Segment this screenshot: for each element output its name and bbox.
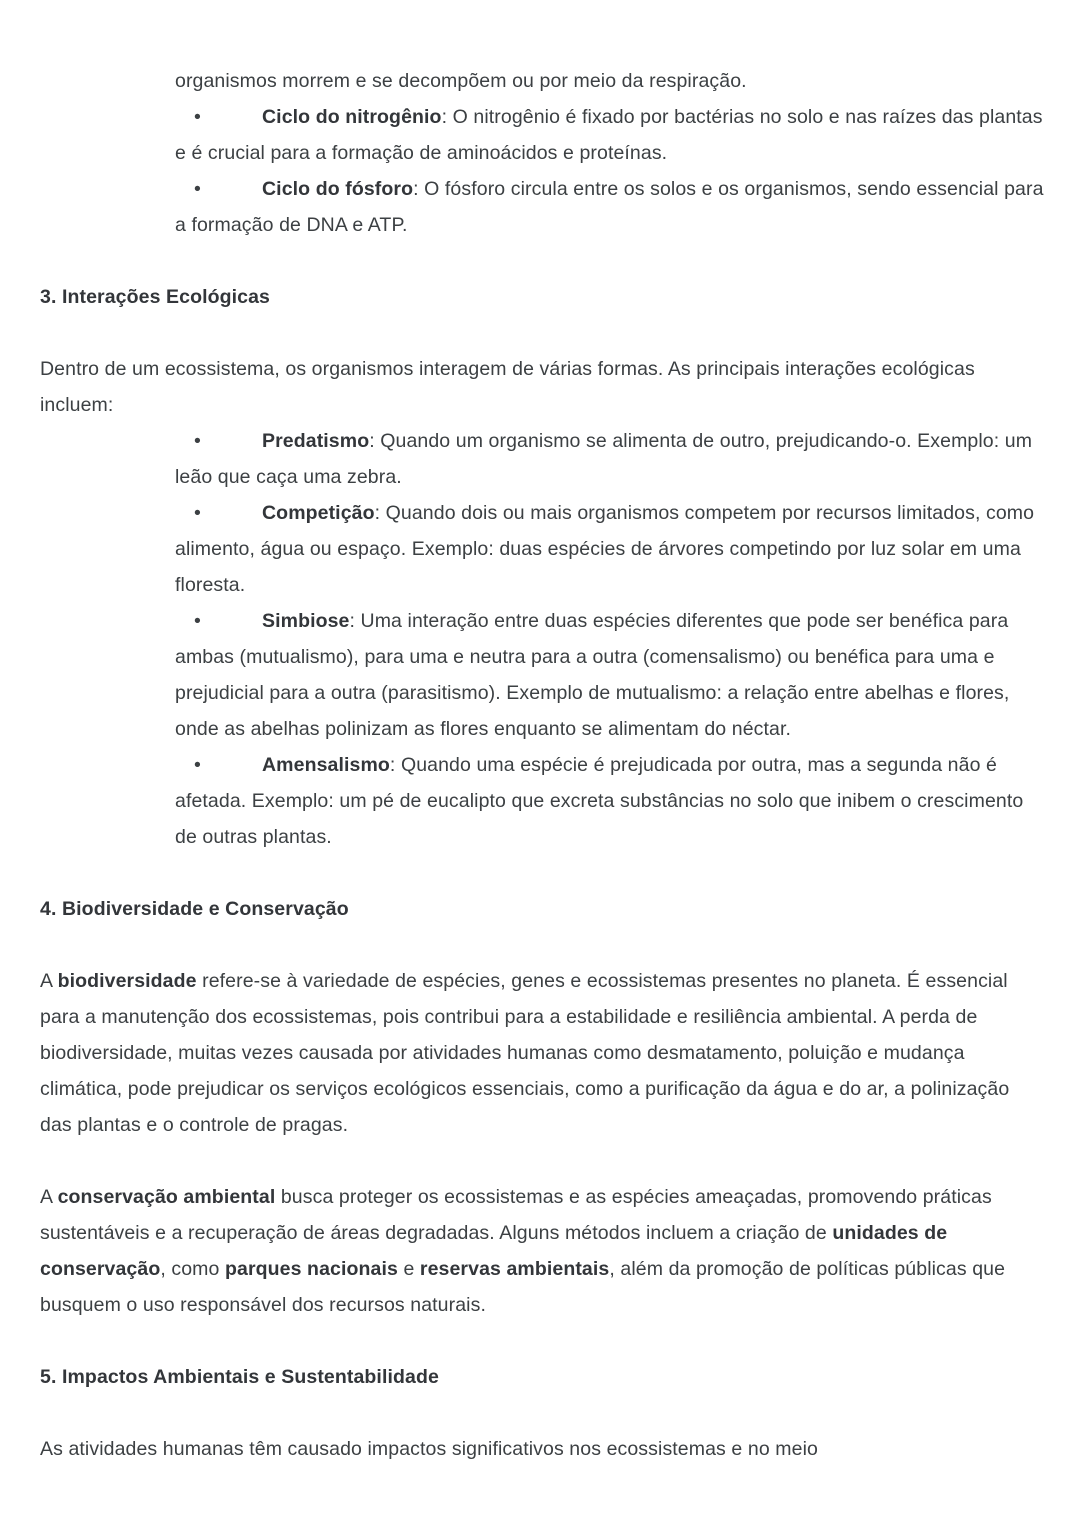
paragraph-bold-run-reservas-ambientais: reservas ambientais bbox=[419, 1258, 610, 1280]
section-3-intro-paragraph: Dentro de um ecossistema, os organismos interagem de várias formas. As principais interações ecológicas incluem: bbox=[40, 358, 975, 416]
bullet-marker-icon: • bbox=[194, 610, 201, 632]
spacer bbox=[40, 855, 1044, 891]
bullet-marker-icon: • bbox=[194, 430, 201, 452]
section-5-paragraph-1: As atividades humanas têm causado impactos significativos nos ecossistemas e no meio bbox=[40, 1438, 818, 1460]
paragraph-bold-run-unidades-de-conservacao: unidades de conservação bbox=[40, 1222, 948, 1280]
bullet-lead-label: Predatismo bbox=[262, 430, 370, 452]
paragraph-bold-run-biodiversidade: biodiversidade bbox=[57, 970, 197, 992]
spacer bbox=[40, 1323, 1044, 1359]
bullet-lead-label: Competição bbox=[262, 502, 375, 524]
paragraph-text-run: , além da promoção de políticas públicas que busquem o uso responsável dos recursos naturais. bbox=[40, 1258, 1006, 1316]
spacer bbox=[40, 1143, 1044, 1179]
paragraph-text-run: A bbox=[40, 970, 58, 992]
bullet-item-competicao bbox=[40, 495, 1044, 603]
paragraph-text-run: busca proteger os ecossistemas e as espécies ameaçadas, promovendo práticas sustentáveis e a recuperação de áreas degradadas. Alguns métodos incluem a criação de bbox=[40, 1186, 992, 1244]
bullet-body-text: : O nitrogênio é fixado por bactérias no solo e nas raízes das plantas e é crucial para a formação de aminoácidos e proteínas. bbox=[175, 106, 1043, 164]
bullet-lead-label: Ciclo do fósforo bbox=[262, 178, 414, 200]
spacer bbox=[40, 927, 1044, 963]
section-4-paragraph-1 bbox=[40, 963, 1044, 1143]
paragraph-text-run: e bbox=[397, 1258, 420, 1280]
section-heading-5: 5. Impactos Ambientais e Sustentabilidade bbox=[40, 1366, 439, 1388]
bullet-marker-icon: • bbox=[194, 502, 201, 524]
bullet-lead-label: Simbiose bbox=[262, 610, 350, 632]
bullet-item-simbiose bbox=[40, 603, 1044, 747]
bullet-body-text: : Quando um organismo se alimenta de outro, prejudicando-o. Exemplo: um leão que caça uma zebra. bbox=[175, 430, 1033, 488]
bullet-body-text: : Quando uma espécie é prejudicada por outra, mas a segunda não é afetada. Exemplo: um pé de eucalipto que excreta substâncias no solo que inibem o crescimento de outras plantas. bbox=[175, 754, 1024, 848]
spacer bbox=[40, 1395, 1044, 1431]
bullet-marker-icon: • bbox=[194, 106, 201, 128]
spacer bbox=[40, 243, 1044, 279]
bullet-marker-icon: • bbox=[194, 754, 201, 776]
document-body bbox=[40, 0, 1044, 1467]
bullet-body-text: : Quando dois ou mais organismos competem por recursos limitados, como alimento, água ou espaço. Exemplo: duas espécies de árvores competindo por luz solar em uma floresta. bbox=[175, 502, 1035, 596]
bullet-lead-label: Ciclo do nitrogênio bbox=[262, 106, 442, 128]
intro-continuation-text: organismos morrem e se decompõem ou por meio da respiração. bbox=[175, 70, 747, 92]
paragraph-text-run: , como bbox=[160, 1258, 225, 1280]
bullet-item-ciclo-fosforo bbox=[40, 171, 1044, 243]
bullet-item-ciclo-nitrogenio bbox=[40, 99, 1044, 171]
bullet-body-text: : Uma interação entre duas espécies diferentes que pode ser benéfica para ambas (mutualismo), para uma e neutra para a outra (comensalismo) ou benéfica para uma e prejudicial para a outra (parasitismo). Exemplo de mutualismo: a relação entre abelhas e flores, onde as abelhas polinizam as flores enquanto se alimentam do néctar. bbox=[175, 610, 1010, 740]
bullet-item-amensalismo bbox=[40, 747, 1044, 855]
paragraph-text-run: refere-se à variedade de espécies, genes e ecossistemas presentes no planeta. É essencial para a manutenção dos ecossistemas, pois contribui para a estabilidade e resiliência ambiental. A perda de biodiversidade, muitas vezes causada por atividades humanas como desmatamento, poluição e mudança climática, pode prejudicar os serviços ecológicos essenciais, como a purificação da água e do ar, a polinização das plantas e o controle de pragas. bbox=[40, 970, 1010, 1136]
paragraph-text-run: A bbox=[40, 1186, 58, 1208]
section-heading-4: 4. Biodiversidade e Conservação bbox=[40, 898, 349, 920]
bullet-marker-icon: • bbox=[194, 178, 201, 200]
bullet-item-predatismo bbox=[40, 423, 1044, 495]
bullet-lead-label: Amensalismo bbox=[262, 754, 390, 776]
section-4-paragraph-2 bbox=[40, 1179, 1044, 1323]
paragraph-bold-run-conservacao-ambiental: conservação ambiental bbox=[57, 1186, 276, 1208]
bullet-body-text: : O fósforo circula entre os solos e os organismos, sendo essencial para a formação de DNA e ATP. bbox=[175, 178, 1044, 236]
section-heading-3: 3. Interações Ecológicas bbox=[40, 286, 271, 308]
paragraph-bold-run-parques-nacionais: parques nacionais bbox=[224, 1258, 398, 1280]
intro-continuation-block bbox=[40, 0, 1044, 99]
spacer bbox=[40, 315, 1044, 351]
